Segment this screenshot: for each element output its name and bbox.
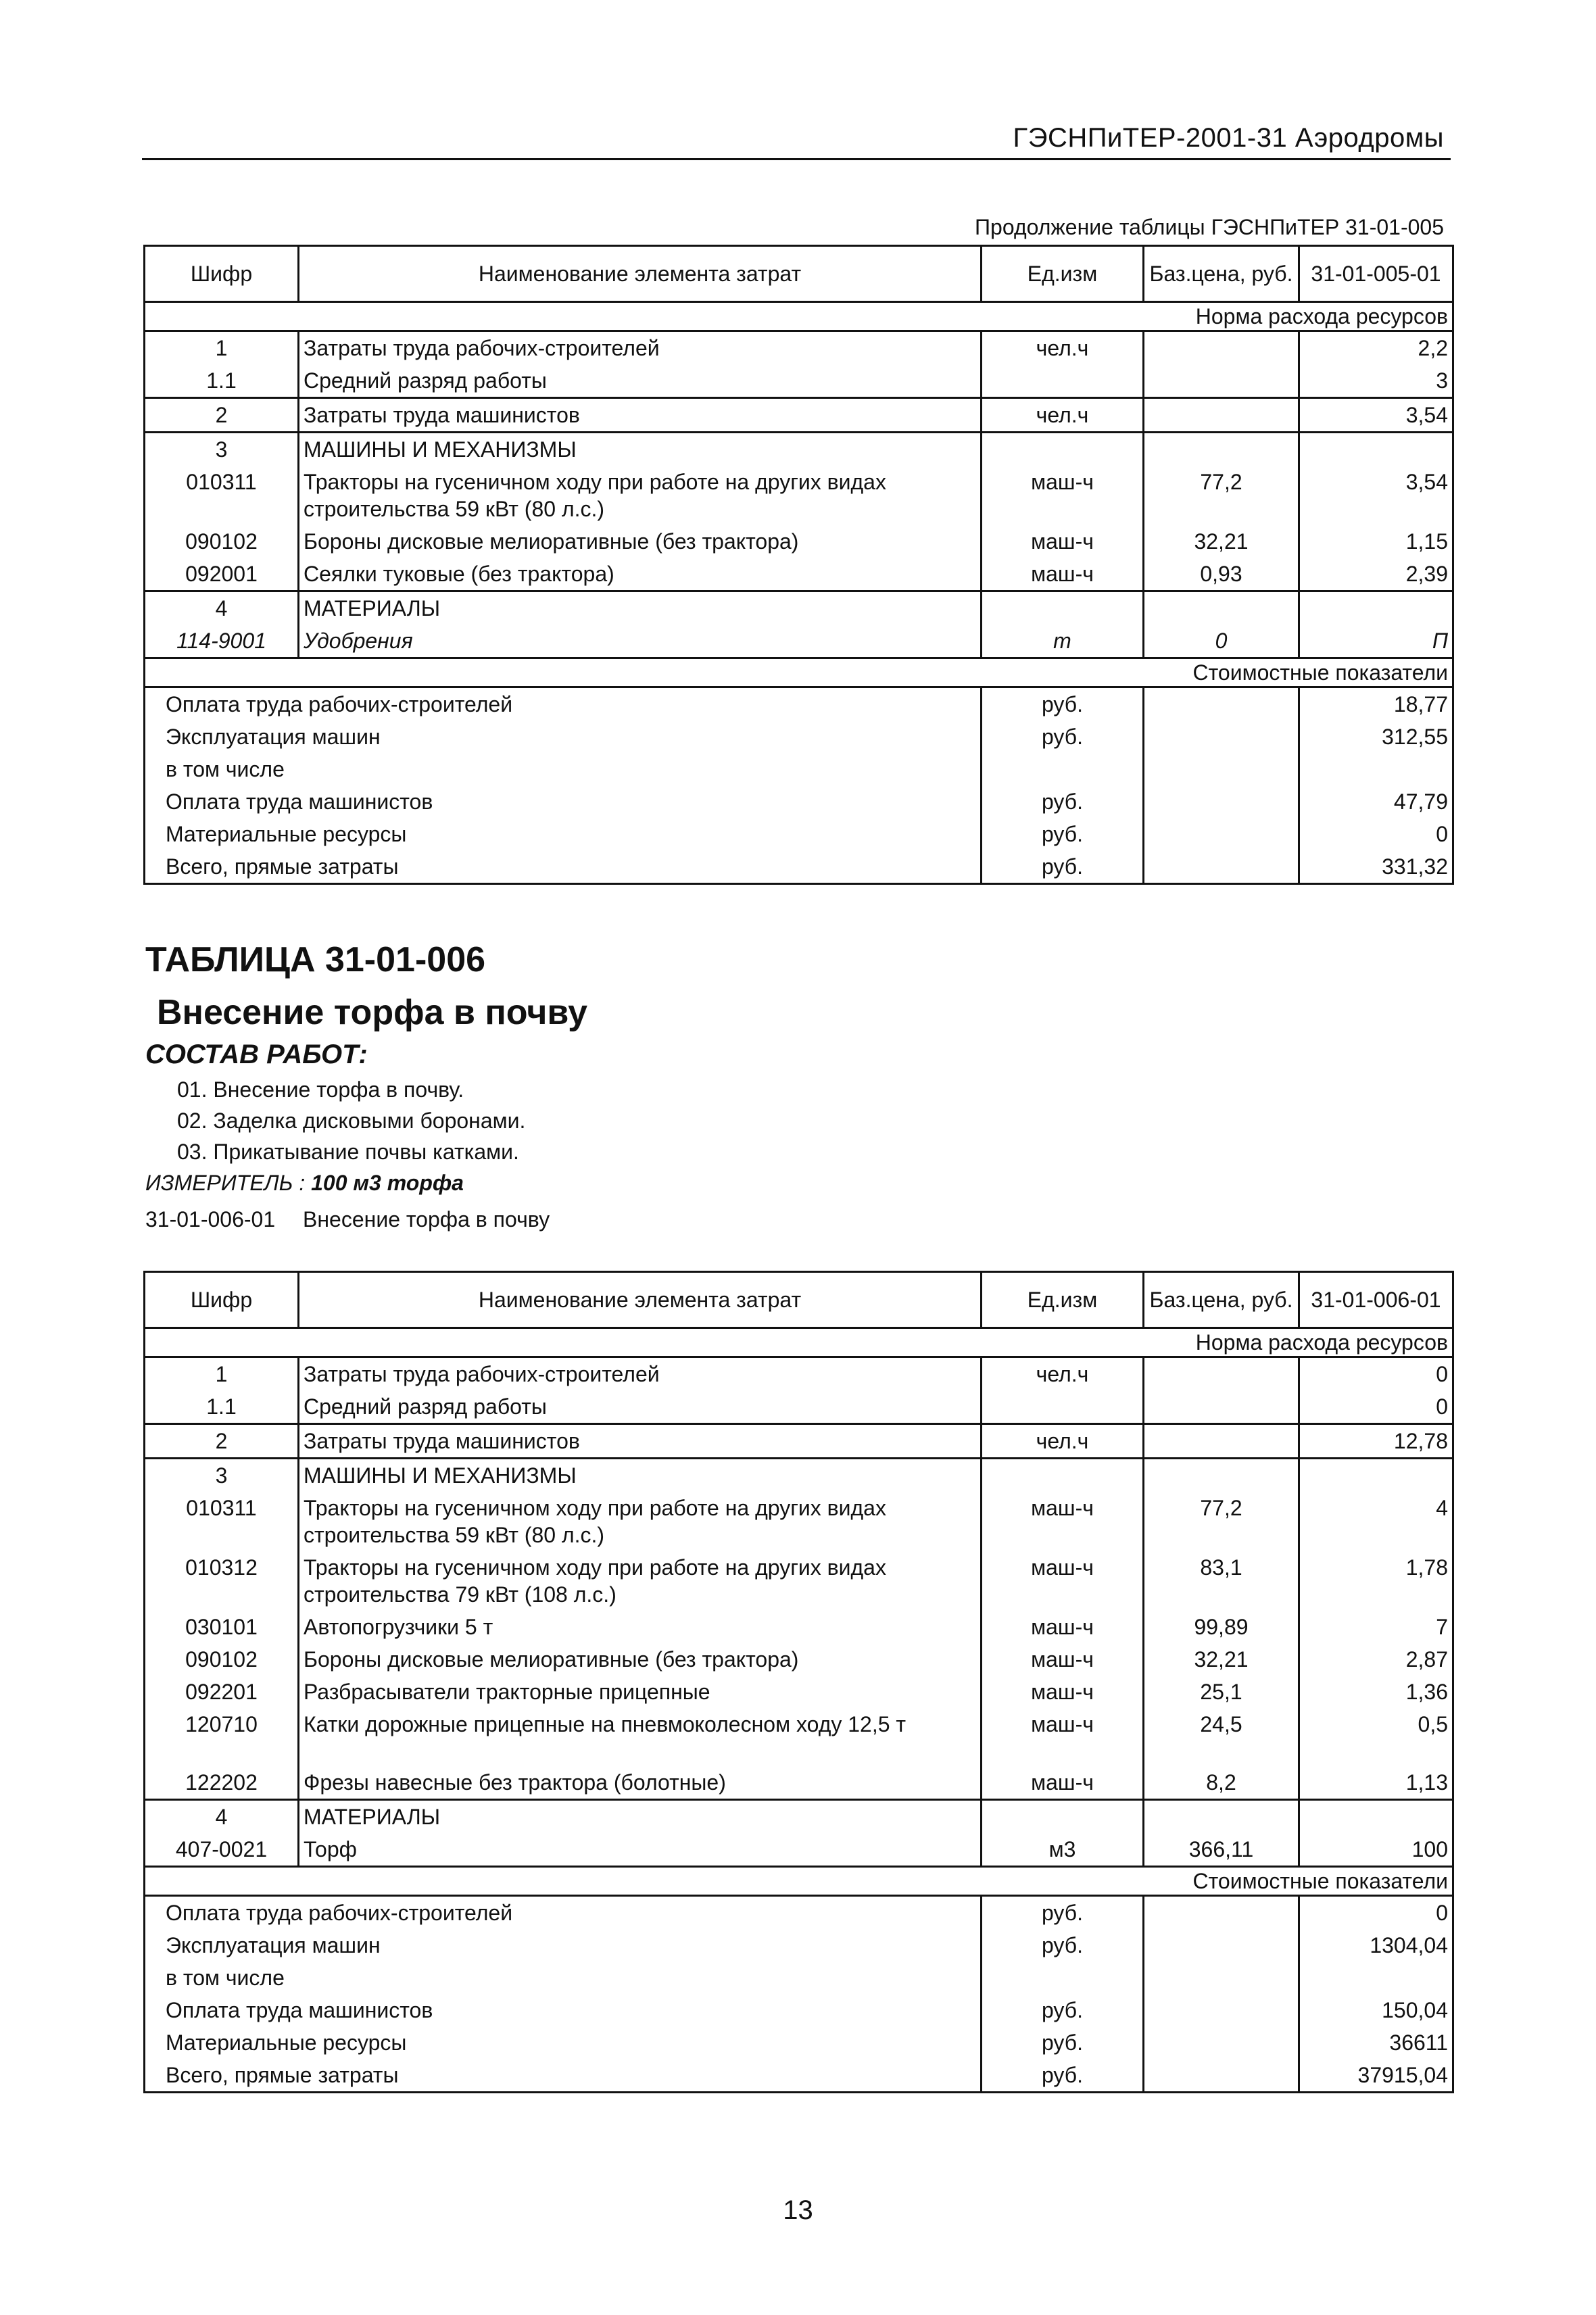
row-price: 0,93 [1144, 558, 1299, 591]
table-row [145, 1390, 1453, 1424]
row-unit [982, 433, 1144, 466]
row-name: Затраты труда машинистов [299, 398, 982, 433]
row-value: 2,2 [1299, 331, 1453, 365]
table-header-row [145, 246, 1453, 302]
row-value: 1,13 [1299, 1766, 1453, 1800]
row-value: 12,78 [1299, 1424, 1453, 1459]
table-row [145, 1611, 1453, 1643]
table-row [145, 1643, 1453, 1676]
cost-subheader-row [145, 1867, 1453, 1896]
row-unit: т [982, 625, 1144, 658]
cost-value: 1304,04 [1299, 1929, 1453, 1961]
cost-label: в том числе [145, 753, 982, 785]
row-code: 092201 [145, 1676, 299, 1708]
cost-empty [1144, 687, 1299, 721]
works-heading: СОСТАВ РАБОТ: [145, 1040, 368, 1069]
col-header-norm: 31-01-006-01 [1299, 1272, 1453, 1328]
norm-subheader: Норма расхода ресурсов [145, 1328, 1453, 1357]
row-unit [982, 1459, 1144, 1492]
table-header-row [145, 1272, 1453, 1328]
row-code: 010312 [145, 1551, 299, 1611]
cost-label: Оплата труда рабочих-строителей [145, 687, 982, 721]
cost-subheader: Стоимостные показатели [145, 658, 1453, 687]
cost-empty [1144, 1994, 1299, 2026]
cost-label: Материальные ресурсы [145, 818, 982, 850]
section-title: ТАБЛИЦА 31-01-006 [145, 940, 486, 979]
row-value [1299, 1459, 1453, 1492]
col-header-unit: Ед.изм [982, 246, 1144, 302]
table-row [145, 558, 1453, 591]
row-price: 0 [1144, 625, 1299, 658]
cost-unit: руб. [982, 2026, 1144, 2059]
row-unit: маш-ч [982, 1551, 1144, 1611]
cost-empty [1144, 1929, 1299, 1961]
cost-row [145, 785, 1453, 818]
row-code: 1.1 [145, 364, 299, 398]
row-value: 0,5 [1299, 1708, 1453, 1766]
table-row [145, 1424, 1453, 1459]
row-name: Сеялки туковые (без трактора) [299, 558, 982, 591]
cost-value: 331,32 [1299, 850, 1453, 884]
row-value: 7 [1299, 1611, 1453, 1643]
row-value: 1,15 [1299, 525, 1453, 558]
row-price: 24,5 [1144, 1708, 1299, 1766]
table-row [145, 1800, 1453, 1834]
cost-empty [1144, 2026, 1299, 2059]
row-price: 8,2 [1144, 1766, 1299, 1800]
col-header-name: Наименование элемента затрат [299, 1272, 982, 1328]
cost-value: 0 [1299, 818, 1453, 850]
row-name: Тракторы на гусеничном ходу при работе на других видах строительства 79 кВт (108 л.с.) [299, 1551, 982, 1611]
row-unit: маш-ч [982, 1643, 1144, 1676]
row-code: 092001 [145, 558, 299, 591]
row-price [1144, 591, 1299, 625]
row-value: 3,54 [1299, 466, 1453, 525]
row-unit: чел.ч [982, 1424, 1144, 1459]
cost-unit: руб. [982, 2059, 1144, 2093]
row-code: 3 [145, 1459, 299, 1492]
row-price [1144, 1459, 1299, 1492]
row-code: 010311 [145, 1492, 299, 1551]
cost-unit: руб. [982, 1929, 1144, 1961]
cost-empty [1144, 1896, 1299, 1930]
row-name: Удобрения [299, 625, 982, 658]
row-unit: чел.ч [982, 1357, 1144, 1391]
row-value [1299, 1800, 1453, 1834]
row-code: 407-0021 [145, 1833, 299, 1867]
row-name: Затраты труда машинистов [299, 1424, 982, 1459]
row-code: 3 [145, 433, 299, 466]
row-code: 1.1 [145, 1390, 299, 1424]
row-unit: маш-ч [982, 525, 1144, 558]
row-value: 2,87 [1299, 1643, 1453, 1676]
cost-value: 18,77 [1299, 687, 1453, 721]
cost-unit: руб. [982, 721, 1144, 753]
row-name: Затраты труда рабочих-строителей [299, 331, 982, 365]
table-row [145, 591, 1453, 625]
col-header-price: Баз.цена, руб. [1144, 246, 1299, 302]
header-rule [142, 158, 1451, 160]
row-value [1299, 433, 1453, 466]
row-unit: маш-ч [982, 1492, 1144, 1551]
work-item: 01. Внесение торфа в почву. [177, 1077, 464, 1102]
table-row [145, 1766, 1453, 1800]
cost-row [145, 1896, 1453, 1930]
cost-value: 312,55 [1299, 721, 1453, 753]
cost-unit: руб. [982, 850, 1144, 884]
cost-value: 47,79 [1299, 785, 1453, 818]
row-name: Автопогрузчики 5 т [299, 1611, 982, 1643]
cost-label: Эксплуатация машин [145, 1929, 982, 1961]
row-code: 4 [145, 591, 299, 625]
cost-row [145, 1961, 1453, 1994]
table-row [145, 466, 1453, 525]
row-value: 1,36 [1299, 1676, 1453, 1708]
cost-value [1299, 1961, 1453, 1994]
row-name: Катки дорожные прицепные на пневмоколесном ходу 12,5 т [299, 1708, 982, 1766]
cost-value: 0 [1299, 1896, 1453, 1930]
row-name: Тракторы на гусеничном ходу при работе на других видах строительства 59 кВт (80 л.с.) [299, 1492, 982, 1551]
norm-subheader: Норма расхода ресурсов [145, 302, 1453, 331]
table-row [145, 1459, 1453, 1492]
cost-row [145, 850, 1453, 884]
work-item: 03. Прикатывание почвы катками. [177, 1140, 519, 1164]
row-code: 4 [145, 1800, 299, 1834]
row-price [1144, 433, 1299, 466]
row-value: 2,39 [1299, 558, 1453, 591]
meter-value: 100 м3 торфа [311, 1171, 464, 1195]
row-unit [982, 591, 1144, 625]
row-value: 3,54 [1299, 398, 1453, 433]
row-name: Средний разряд работы [299, 364, 982, 398]
col-header-price: Баз.цена, руб. [1144, 1272, 1299, 1328]
norm-line [145, 1207, 550, 1232]
row-code: 114-9001 [145, 625, 299, 658]
row-name: Торф [299, 1833, 982, 1867]
cost-row [145, 753, 1453, 785]
norm-subheader-row [145, 1328, 1453, 1357]
row-code: 010311 [145, 466, 299, 525]
cost-unit [982, 1961, 1144, 1994]
row-name: Бороны дисковые мелиоративные (без трактора) [299, 525, 982, 558]
row-unit: маш-ч [982, 1766, 1144, 1800]
cost-empty [1144, 785, 1299, 818]
cost-label: Оплата труда рабочих-строителей [145, 1896, 982, 1930]
row-name: МАТЕРИАЛЫ [299, 591, 982, 625]
row-name: Фрезы навесные без трактора (болотные) [299, 1766, 982, 1800]
cost-unit: руб. [982, 1896, 1144, 1930]
cost-row [145, 2059, 1453, 2093]
row-price [1144, 1800, 1299, 1834]
table-row [145, 1676, 1453, 1708]
row-unit: маш-ч [982, 466, 1144, 525]
row-code: 090102 [145, 525, 299, 558]
cost-unit: руб. [982, 1994, 1144, 2026]
row-code: 2 [145, 398, 299, 433]
cost-value: 37915,04 [1299, 2059, 1453, 2093]
row-price [1144, 1357, 1299, 1391]
row-price: 77,2 [1144, 1492, 1299, 1551]
row-code: 2 [145, 1424, 299, 1459]
cost-unit: руб. [982, 687, 1144, 721]
row-unit: чел.ч [982, 398, 1144, 433]
table-continuation-note: Продолжение таблицы ГЭСНПиТЕР 31-01-005 [975, 215, 1444, 239]
row-price: 77,2 [1144, 466, 1299, 525]
row-value [1299, 591, 1453, 625]
row-value: 0 [1299, 1390, 1453, 1424]
row-value: 100 [1299, 1833, 1453, 1867]
row-value: 3 [1299, 364, 1453, 398]
cost-row [145, 721, 1453, 753]
cost-empty [1144, 2059, 1299, 2093]
cost-row [145, 818, 1453, 850]
norm-name: Внесение торфа в почву [303, 1207, 550, 1232]
table-row [145, 1833, 1453, 1867]
row-code: 122202 [145, 1766, 299, 1800]
row-price [1144, 398, 1299, 433]
table-row [145, 331, 1453, 365]
col-header-unit: Ед.изм [982, 1272, 1144, 1328]
cost-label: Всего, прямые затраты [145, 2059, 982, 2093]
row-price: 32,21 [1144, 525, 1299, 558]
row-unit [982, 1800, 1144, 1834]
table-row [145, 1492, 1453, 1551]
col-header-code: Шифр [145, 1272, 299, 1328]
row-price: 83,1 [1144, 1551, 1299, 1611]
row-name: Бороны дисковые мелиоративные (без трактора) [299, 1643, 982, 1676]
row-unit: маш-ч [982, 1676, 1144, 1708]
table-row [145, 433, 1453, 466]
col-header-code: Шифр [145, 246, 299, 302]
row-code: 1 [145, 1357, 299, 1391]
cost-label: в том числе [145, 1961, 982, 1994]
cost-unit: руб. [982, 818, 1144, 850]
cost-subheader: Стоимостные показатели [145, 1867, 1453, 1896]
cost-row [145, 687, 1453, 721]
cost-label: Материальные ресурсы [145, 2026, 982, 2059]
row-price: 366,11 [1144, 1833, 1299, 1867]
row-unit: чел.ч [982, 331, 1144, 365]
cost-label: Всего, прямые затраты [145, 850, 982, 884]
table-row [145, 525, 1453, 558]
row-unit: маш-ч [982, 1611, 1144, 1643]
row-code: 090102 [145, 1643, 299, 1676]
row-unit [982, 1390, 1144, 1424]
row-value: 1,78 [1299, 1551, 1453, 1611]
meter-label: ИЗМЕРИТЕЛЬ : [145, 1171, 306, 1195]
col-header-name: Наименование элемента затрат [299, 246, 982, 302]
cost-value: 150,04 [1299, 1994, 1453, 2026]
norm-code: 31-01-006-01 [145, 1207, 276, 1232]
work-item: 02. Заделка дисковыми боронами. [177, 1108, 526, 1133]
cost-label: Оплата труда машинистов [145, 785, 982, 818]
row-name: МАШИНЫ И МЕХАНИЗМЫ [299, 433, 982, 466]
page-number: 13 [783, 2195, 813, 2225]
row-price: 25,1 [1144, 1676, 1299, 1708]
row-price [1144, 364, 1299, 398]
cost-unit: руб. [982, 785, 1144, 818]
table-row [145, 625, 1453, 658]
cost-row [145, 2026, 1453, 2059]
row-price: 99,89 [1144, 1611, 1299, 1643]
table-row [145, 1708, 1453, 1766]
table-row [145, 364, 1453, 398]
row-code: 120710 [145, 1708, 299, 1766]
cost-empty [1144, 818, 1299, 850]
table-row [145, 1551, 1453, 1611]
cost-empty [1144, 1961, 1299, 1994]
cost-value: 36611 [1299, 2026, 1453, 2059]
cost-empty [1144, 721, 1299, 753]
meter-line [145, 1171, 464, 1196]
row-price: 32,21 [1144, 1643, 1299, 1676]
row-code: 1 [145, 331, 299, 365]
row-price [1144, 1390, 1299, 1424]
row-code: 030101 [145, 1611, 299, 1643]
cost-value [1299, 753, 1453, 785]
row-name: Затраты труда рабочих-строителей [299, 1357, 982, 1391]
row-value: 4 [1299, 1492, 1453, 1551]
row-name: Разбрасыватели тракторные прицепные [299, 1676, 982, 1708]
row-name: МАШИНЫ И МЕХАНИЗМЫ [299, 1459, 982, 1492]
cost-row [145, 1929, 1453, 1961]
row-price [1144, 331, 1299, 365]
row-unit: маш-ч [982, 558, 1144, 591]
section-subtitle: Внесение торфа в почву [157, 993, 588, 1032]
row-name: МАТЕРИАЛЫ [299, 1800, 982, 1834]
row-price [1144, 1424, 1299, 1459]
row-unit: м3 [982, 1833, 1144, 1867]
row-unit [982, 364, 1144, 398]
row-name: Средний разряд работы [299, 1390, 982, 1424]
table-row [145, 398, 1453, 433]
row-name: Тракторы на гусеничном ходу при работе на других видах строительства 59 кВт (80 л.с.) [299, 466, 982, 525]
cost-label: Оплата труда машинистов [145, 1994, 982, 2026]
cost-unit [982, 753, 1144, 785]
row-value: 0 [1299, 1357, 1453, 1391]
running-header: ГЭСНПиТЕР-2001-31 Аэродромы [1013, 123, 1444, 153]
cost-empty [1144, 753, 1299, 785]
row-value: П [1299, 625, 1453, 658]
resource-table-31-01-005 [143, 245, 1454, 885]
cost-subheader-row [145, 658, 1453, 687]
row-unit: маш-ч [982, 1708, 1144, 1766]
cost-row [145, 1994, 1453, 2026]
cost-empty [1144, 850, 1299, 884]
resource-table-31-01-006 [143, 1271, 1454, 2093]
table-row [145, 1357, 1453, 1391]
col-header-norm: 31-01-005-01 [1299, 246, 1453, 302]
norm-subheader-row [145, 302, 1453, 331]
cost-label: Эксплуатация машин [145, 721, 982, 753]
